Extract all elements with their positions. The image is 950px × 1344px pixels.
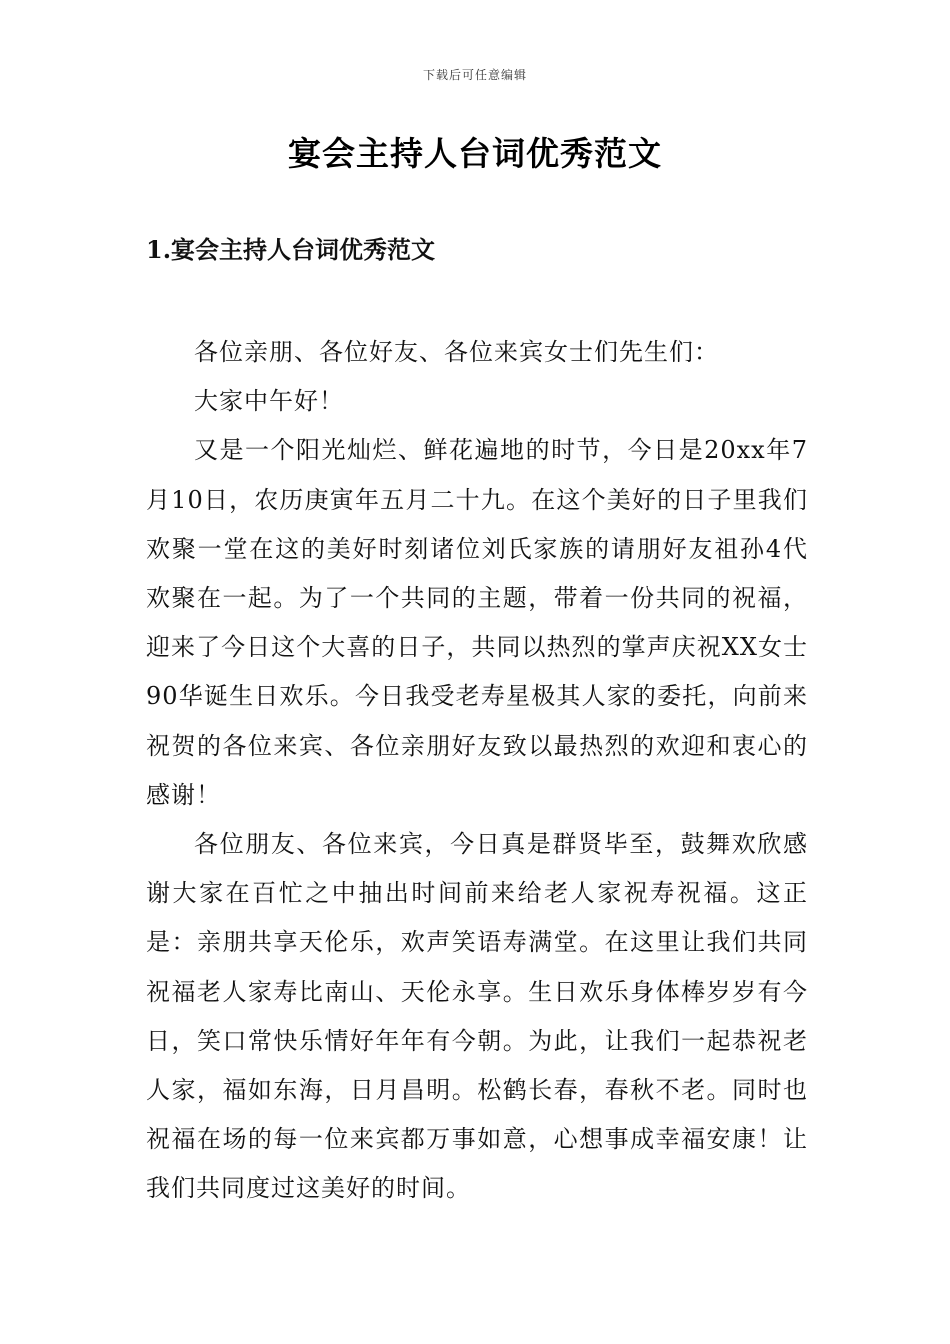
paragraph-opening: 又是一个阳光灿烂、鲜花遍地的时节，今日是20xx年7月10日，农历庚寅年五月二十九。在这个美好的日子里我们欢聚一堂在这的美好时刻诸位刘氏家族的请朋好友祖孙4代欢聚在一起。为了一个共同的主题，带着一份共同的祝福，迎来了今日这个大喜的日子，共同以热烈的掌声庆祝XX女士90华诞生日欢乐。今日我受老寿星极其人家的委托，向前来祝贺的各位来宾、各位亲朋好友致以最热烈的欢迎和衷心的感谢！ [146, 436, 808, 809]
header-note: 下载后可任意编辑 [422, 68, 527, 82]
paragraph-good-noon: 大家中午好！ [194, 387, 344, 416]
document-title: 宴会主持人台词优秀范文 [288, 134, 662, 173]
document-body [146, 328, 808, 1214]
section-heading: 1.宴会主持人台词优秀范文 [146, 235, 436, 264]
paragraph-blessing: 各位朋友、各位来宾，今日真是群贤毕至，鼓舞欢欣感谢大家在百忙之中抽出时间前来给老人家祝寿祝福。这正是：亲朋共享天伦乐，欢声笑语寿满堂。在这里让我们共同祝福老人家寿比南山、天伦永享。生日欢乐身体棒岁岁有今日，笑口常快乐情好年年有今朝。为此，让我们一起恭祝老人家，福如东海，日月昌明。松鹤长春，春秋不老。同时也祝福在场的每一位来宾都万事如意，心想事成幸福安康！让我们共同度过这美好的时间。 [146, 830, 808, 1203]
paragraph-greeting: 各位亲朋、各位好友、各位来宾女士们先生们： [194, 338, 719, 366]
